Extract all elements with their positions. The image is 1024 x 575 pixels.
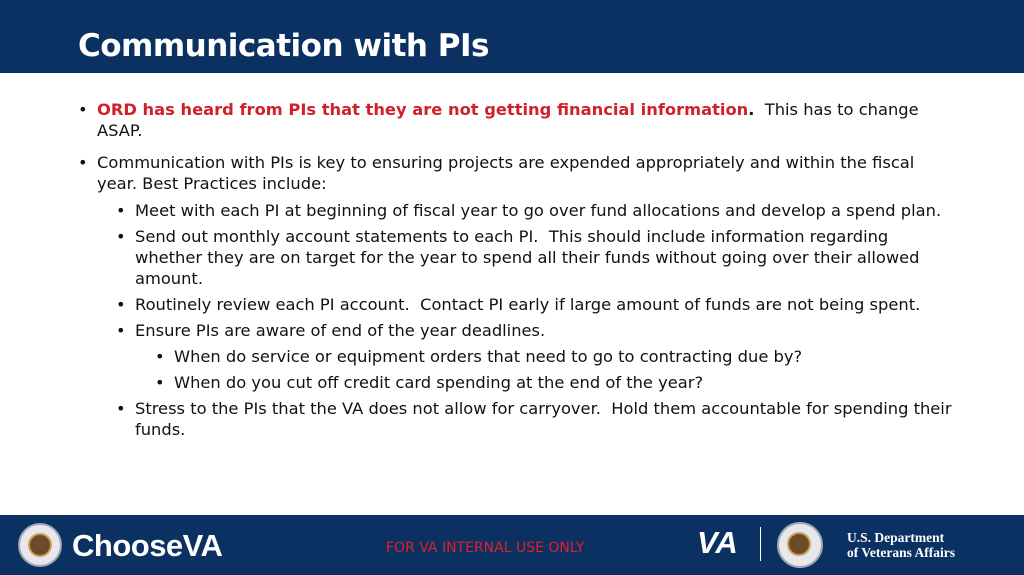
footer-bar: [0, 515, 1024, 575]
bullet-dot: •: [116, 227, 126, 246]
bullet-dot: •: [78, 153, 88, 172]
sub-bullet-text: Meet with each PI at beginning of fiscal year to go over fund allocations and develop a spend plan.: [135, 201, 942, 220]
sub-sub-bullet-text: When do service or equipment orders that need to go to contracting due by?: [174, 347, 803, 366]
sub-bullet-item: [116, 294, 958, 315]
bullet-dot: •: [155, 373, 165, 392]
sub-bullet-item: [116, 200, 958, 221]
bullet-dot: •: [116, 201, 126, 220]
bullet-item: [78, 152, 958, 194]
highlight-period: .: [748, 100, 755, 119]
sub-bullet-text: Ensure PIs are aware of end of the year deadlines.: [135, 321, 546, 340]
department-name: [847, 530, 955, 560]
slide-body: [78, 99, 958, 445]
internal-use-notice: FOR VA INTERNAL USE ONLY: [386, 540, 585, 556]
sub-sub-bullet-item: [155, 372, 958, 393]
sub-sub-bullet-text: When do you cut off credit card spending at the end of the year?: [174, 373, 704, 392]
bullet-dot: •: [116, 399, 126, 418]
slide-title: Communication with PIs: [78, 28, 489, 64]
sub-bullet-text: Routinely review each PI account. Contact PI early if large amount of funds are not being spent.: [135, 295, 921, 314]
sub-bullet-text: Send out monthly account statements to each PI. This should include information regarding whether they are on target for the year to spend all their funds without going over their allowed amount.: [135, 227, 925, 288]
bullet-text: Communication with PIs is key to ensuring projects are expended appropriately and within the fiscal year. Best Practices include:: [97, 153, 915, 193]
bullet-dot: •: [78, 100, 88, 119]
sub-bullet-item: [116, 226, 958, 289]
title-bar: [0, 0, 1024, 73]
choose-va-logo: ChooseVA: [72, 528, 223, 563]
logo-divider: [760, 527, 761, 561]
sub-bullet-text: Stress to the PIs that the VA does not allow for carryover. Hold them accountable for spending their funds.: [135, 399, 957, 439]
bullet-dot: •: [116, 295, 126, 314]
bullet-dot: •: [155, 347, 165, 366]
va-seal-icon: [18, 523, 62, 567]
department-line-1: U.S. Department: [847, 530, 945, 545]
va-logo: VA: [697, 525, 738, 560]
sub-sub-bullet-item: [155, 346, 958, 367]
sub-bullet-item: [116, 398, 958, 440]
bullet-dot: •: [116, 321, 126, 340]
va-seal-icon: [777, 522, 823, 568]
highlight-text: ORD has heard from PIs that they are not getting financial information: [97, 100, 749, 119]
bullet-text: This has to change ASAP.: [97, 100, 924, 140]
bullet-item: [78, 99, 958, 141]
department-line-2: of Veterans Affairs: [847, 545, 955, 560]
sub-bullet-item: [116, 320, 958, 341]
